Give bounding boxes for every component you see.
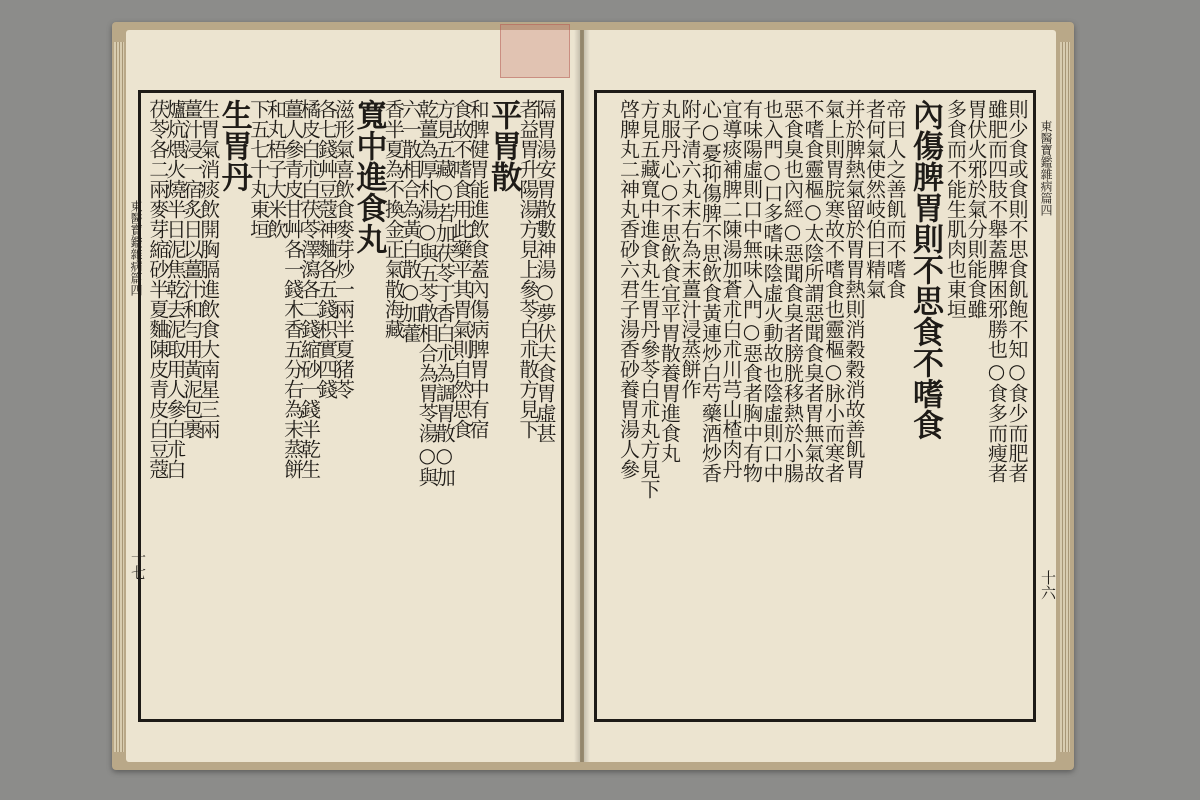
section-heading: 生胃丹: [215, 99, 252, 192]
text-column: 啓脾丸二神丸香砂六君子湯香砂養胃湯人參: [616, 99, 641, 479]
text-column: 者益胃升陽湯方見上參苓白朮散方見下: [516, 99, 541, 439]
right-page-edges: [1060, 42, 1070, 752]
right-page: [584, 30, 1056, 762]
text-column: 惡食臭也內經○惡聞食臭者膀胱移熱於小腸: [780, 99, 805, 483]
text-column: 茯苓各二兩麥芽縮砂半夏麯陳皮青皮白豆蔻: [145, 99, 170, 479]
text-column: 滋形氣喜飲食麥芽炒一兩半夏猪苓: [331, 99, 356, 399]
text-column: 者何氣使然岐伯曰精氣: [862, 99, 887, 299]
text-column: 和脾健胃能進飲食蓋內傷病脾胃中有宿: [466, 99, 491, 439]
text-column: 薑汁浸一宿炙日以薑汁和勻用黃泥包裹: [179, 99, 204, 439]
text-column: 和丸梧子大米飲: [263, 99, 288, 239]
text-column: 也入門○口多嗜味陰虛火動故也陰虛則口中: [760, 99, 784, 483]
library-seal: [500, 24, 570, 78]
left-page-text-block: [145, 99, 557, 711]
section-heading: 寬中進食丸: [350, 99, 387, 254]
left-folio: 十七: [129, 550, 147, 580]
text-column: 隔胃湯安胃散數神湯○夢伏夫食胃虛甚: [532, 99, 557, 443]
text-column: 方見五藏○若加茯苓丁香白朮為調胃散○加: [432, 99, 457, 487]
text-column: 帝曰人之善飢而不嗜食: [883, 99, 907, 299]
right-page-text-block: [603, 99, 1027, 711]
book-gutter: [574, 30, 590, 762]
text-column: 下五七十丸東垣: [246, 99, 271, 239]
section-heading: 平胃散: [485, 99, 522, 192]
left-margin-title: 東醫寶鑑雜病篇四: [129, 200, 143, 296]
open-book: [112, 22, 1074, 770]
text-column: 多食而不能生肌肉也東垣: [943, 99, 968, 319]
text-column: 橘皮白朮白茯苓澤瀉各二錢縮砂一錢半乾生: [297, 99, 322, 479]
text-column: 各七錢艸豆蔻神麯各五錢枳實四錢: [314, 99, 339, 399]
text-column: 氣上則胃脘寒故不嗜食也靈樞○脉小而寒者: [821, 99, 846, 483]
text-column: 六一散相合為黃白散○加藿: [398, 99, 423, 343]
text-column: 食故不嗜食用此藥平其胃氣則自然思食: [449, 99, 474, 439]
text-column: 丸服丹心○不思飲食宜平胃散養胃進食丸: [657, 99, 682, 463]
left-page-edges: [114, 42, 124, 752]
text-column: 胃伏火邪於氣分則能食雖: [964, 99, 988, 319]
left-page-border: [138, 90, 564, 722]
text-column: 方見五藏寬中進食丸生胃丹參苓白朮丸方見下: [637, 99, 661, 499]
text-column: 雖肥而四肢不舉蓋脾困邪勝也○食多而瘦者: [984, 99, 1009, 483]
right-folio: 十六: [1039, 570, 1057, 600]
text-column: 爐炕煨火燒半日泥焦乾去泥取用人參白朮白: [162, 99, 187, 479]
text-column: 有味陽虛則口中無味入門○惡食者胸中有物: [739, 99, 764, 483]
right-page-border: [594, 90, 1036, 722]
text-column: 附子清六丸末右為末薑汁浸蒸餅作: [678, 99, 702, 399]
text-column: 心○憂抑傷脾不思飲食黃連炒白芍藥酒炒香: [698, 99, 723, 483]
right-margin-title: 東醫寶鑑雜病篇四: [1039, 120, 1053, 216]
text-column: 香半夏為不換金正氣散海藏: [381, 99, 406, 339]
left-page: [126, 30, 580, 762]
text-column: 則少食或食則不思食飢飽不知○食少而肥者: [1005, 99, 1029, 483]
text-column: 不嗜食靈樞○太陰所謂惡聞食臭者胃無氣故: [801, 99, 825, 483]
text-column: 宜導痰補脾二陳湯加蒼朮白朮川芎山楂肉丹: [719, 99, 743, 479]
text-column: 薑人參青皮甘艸各一錢木香五分右為末蒸餅: [280, 99, 305, 479]
text-column: 乾薑為厚朴湯○與五苓散相合為胃苓湯○與: [415, 99, 440, 487]
section-heading: 內傷脾胃則不思食不嗜食: [907, 99, 943, 440]
text-column: 并於脾熱氣留於胃胃熱則消穀穀消故善飢胃: [842, 99, 866, 479]
text-column: 生胃氣消痰飲開胸膈進飲食大南星三兩: [196, 99, 221, 439]
